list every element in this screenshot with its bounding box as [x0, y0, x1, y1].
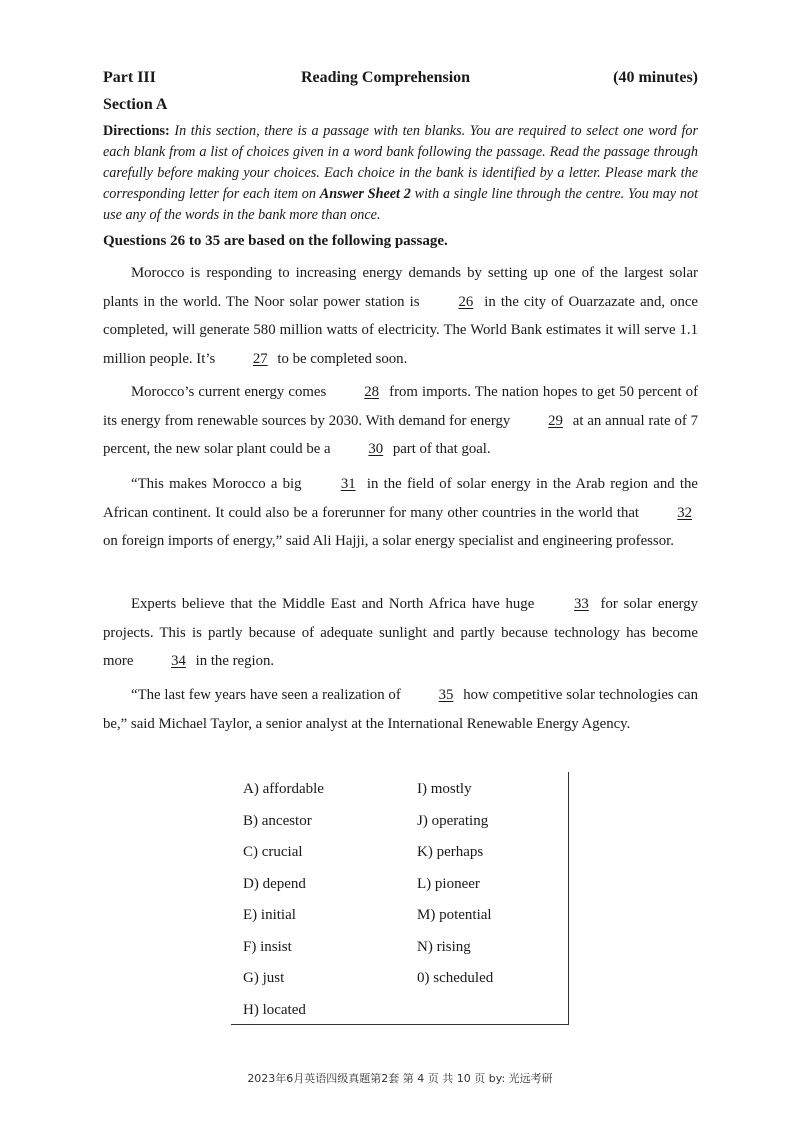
- paragraph-text: in the region.: [195, 653, 275, 669]
- paragraph-text: at an annual rate of 7 percent, the new solar plant could be a: [103, 412, 699, 457]
- passage-paragraph-1: [103, 259, 698, 373]
- blank-26: 26: [458, 293, 474, 310]
- page-footer: 2023年6月英语四级真题第2套 第 4 页 共 10 页 by: 光远考研: [247, 1072, 553, 1085]
- word-bank-option-n: N) rising: [417, 938, 471, 955]
- blank-35: 35: [438, 687, 454, 703]
- blank-27: 27: [252, 350, 268, 367]
- paragraph-text: for solar energy projects. This is partly because of adequate sunlight and partly because technology has become more: [103, 596, 698, 669]
- word-bank-option-o: 0) scheduled: [417, 970, 494, 986]
- paragraph-text: part of that goal.: [392, 441, 491, 457]
- passage-paragraph-5: [103, 681, 698, 738]
- blank-28: 28: [364, 384, 380, 400]
- word-bank-left-column: [243, 779, 324, 1031]
- paragraph-text: on foreign imports of energy,” said Ali Hajji, a solar energy specialist and engineering professor.: [103, 533, 674, 549]
- word-bank-option-d: D) depend: [243, 875, 306, 892]
- word-bank: [231, 772, 569, 1025]
- passage-paragraph-2: [103, 378, 698, 464]
- word-bank-option-l: L) pioneer: [417, 875, 480, 892]
- word-bank-option-b: B) ancestor: [243, 812, 312, 829]
- paragraph-text: Experts believe that the Middle East and North Africa have huge: [131, 596, 535, 612]
- word-bank-option-f: F) insist: [243, 938, 292, 955]
- blank-33: 33: [574, 596, 589, 612]
- paragraph-text: “The last few years have seen a realization of: [131, 687, 401, 703]
- questions-heading: Questions 26 to 35 are based on the following passage.: [103, 233, 448, 249]
- part-label: Part III: [103, 69, 156, 86]
- blank-29: 29: [548, 412, 563, 429]
- word-bank-option-i: I) mostly: [417, 781, 472, 797]
- word-bank-option-a: A) affordable: [243, 781, 324, 797]
- word-bank-option-e: E) initial: [243, 907, 296, 923]
- word-bank-option-h: H) located: [243, 1001, 306, 1018]
- paragraph-text: in the field of solar energy in the Arab region and the African continent. It could also be a forerunner for many other countries in the world that: [103, 476, 698, 521]
- word-bank-option-m: M) potential: [417, 907, 492, 923]
- paragraph-text: “This makes Morocco a big: [131, 476, 302, 492]
- word-bank-option-k: K) perhaps: [417, 844, 484, 860]
- time-allotted: (40 minutes): [613, 69, 698, 86]
- word-bank-option-j: J) operating: [417, 812, 489, 829]
- word-bank-option-c: C) crucial: [243, 844, 303, 860]
- word-bank-option-g: G) just: [243, 970, 285, 986]
- blank-31: 31: [340, 476, 356, 492]
- blank-30: 30: [368, 441, 384, 457]
- paragraph-text: in the city of Ouarzazate and, once completed, will generate 580 million watts of electricity. The World Bank estimates it will serve 1.1 million people. It’s: [103, 293, 698, 367]
- paragraph-text: how competitive solar technologies can be,” said Michael Taylor, a senior analyst at the International Renewable Energy Agency.: [103, 687, 699, 732]
- paragraph-text: from imports. The nation hopes to get 50 percent of its energy from renewable sources by 2030. With demand for energy: [103, 384, 698, 429]
- paragraph-text: to be completed soon.: [277, 350, 408, 367]
- blank-34: 34: [171, 653, 186, 669]
- directions-label: Directions:: [103, 123, 170, 139]
- answer-sheet-ref: Answer Sheet 2: [319, 186, 411, 202]
- part-header: [103, 69, 698, 91]
- directions: [103, 121, 698, 226]
- paragraph-text: Morocco is responding to increasing energy demands by setting up one of the largest solar plants in the world. The Noor solar power station is: [103, 265, 698, 310]
- directions-text-1: In this section, there is a passage with ten blanks. You are required to select one word for each blank from a list of choices given in a word bank following the passage. Read the passage through carefully before making your choices. Each choice in the bank is identified by a letter. Please mark the corresponding letter for each item on: [103, 123, 699, 202]
- directions-text-2: with a single line through the centre. You may not use any of the words in the bank more than once.: [103, 186, 699, 223]
- paragraph-text: Morocco’s current energy comes: [131, 384, 327, 400]
- section-title: Section A: [103, 96, 168, 113]
- passage-paragraph-3: [103, 470, 698, 556]
- word-bank-right-column: [417, 779, 493, 1000]
- passage-paragraph-4: [103, 590, 698, 676]
- part-title: Reading Comprehension: [301, 69, 471, 86]
- blank-32: 32: [677, 504, 692, 521]
